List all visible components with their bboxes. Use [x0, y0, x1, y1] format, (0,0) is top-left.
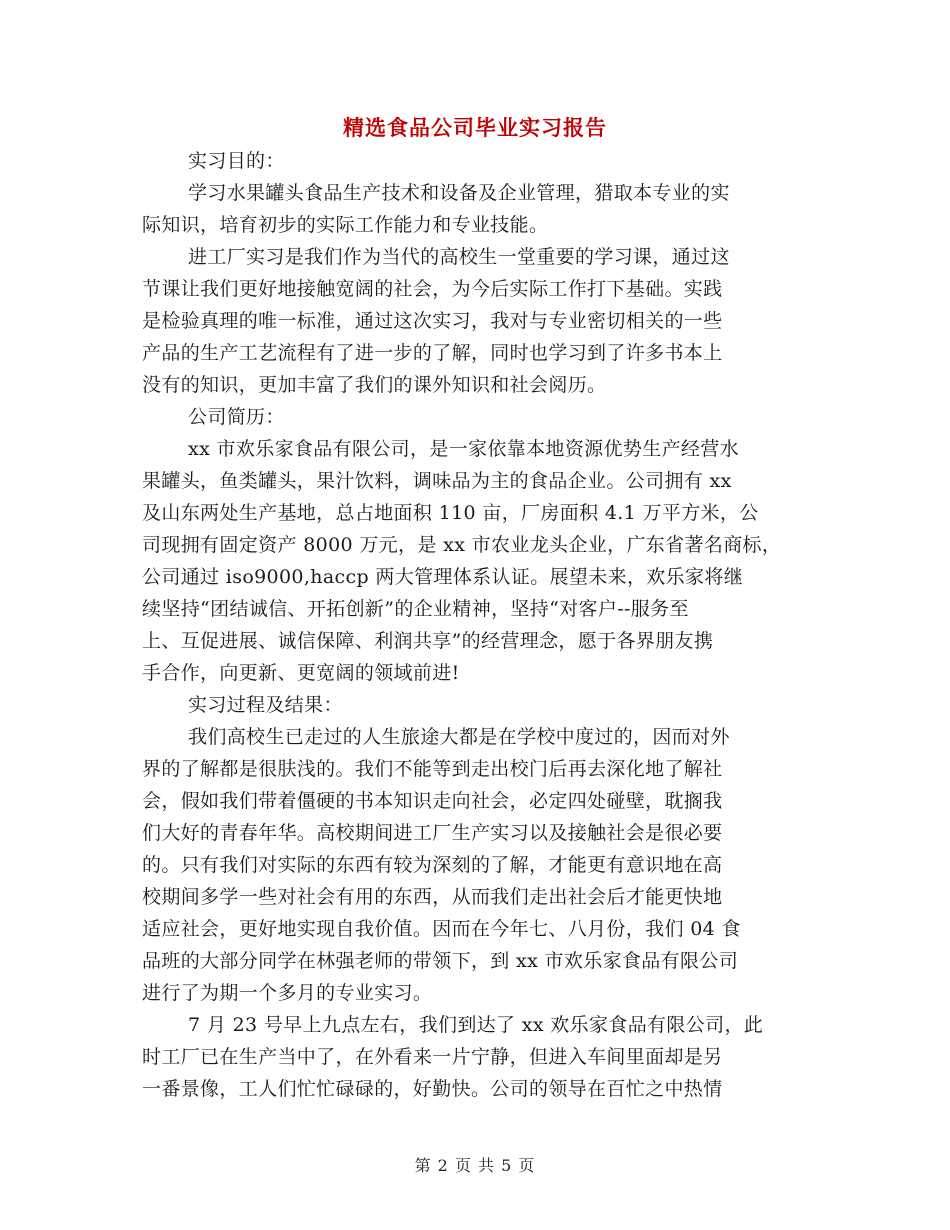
- text-line: 会，假如我们带着僵硬的书本知识走向社会，必定四处碰壁，耽搁我: [142, 790, 723, 812]
- text-line: 是检验真理的唯一标准，通过这次实习，我对与专业密切相关的一些: [142, 310, 723, 332]
- text-line: 品班的大部分同学在林强老师的带领下，到 xx 市欢乐家食品有限公司: [142, 950, 739, 972]
- text-line: 一番景像，工人们忙忙碌碌的，好勤快。公司的领导在百忙之中热情: [142, 1078, 723, 1100]
- text-line: 校期间多学一些对社会有用的东西，从而我们走出社会后才能更快地: [142, 886, 723, 908]
- text-line: 续坚持“团结诚信、开拓创新”的企业精神，坚持“对客户--服务至: [142, 598, 689, 620]
- text-line: 及山东两处生产基地，总占地面积 110 亩，厂房面积 4.1 万平方米，公: [142, 502, 759, 524]
- text-line: 际知识，培育初步的实际工作能力和专业技能。: [142, 214, 549, 236]
- page-footer: 第 2 页 共 5 页: [414, 1156, 536, 1175]
- document-title: 精选食品公司毕业实习报告: [343, 115, 607, 140]
- text-line: 没有的知识，更加丰富了我们的课外知识和社会阅历。: [142, 374, 607, 396]
- text-line: 们大好的青春年华。高校期间进工厂生产实习以及接触社会是很必要: [142, 822, 723, 844]
- text-line: 的。只有我们对实际的东西有较为深刻的了解，才能更有意识地在高: [142, 854, 723, 876]
- text-line: 界的了解都是很肤浅的。我们不能等到走出校门后再去深化地了解社: [142, 758, 723, 780]
- text-line: xx 市欢乐家食品有限公司，是一家依靠本地资源优势生产经营水: [188, 438, 739, 460]
- text-line: 实习过程及结果：: [188, 694, 343, 716]
- text-line: 时工厂已在生产当中了，在外看来一片宁静，但进入车间里面却是另: [142, 1046, 723, 1068]
- text-line: 手合作，向更新、更宽阔的领域前进!: [142, 662, 460, 684]
- text-line: 我们高校生已走过的人生旅途大都是在学校中度过的，因而对外: [188, 726, 730, 748]
- text-line: 产品的生产工艺流程有了进一步的了解，同时也学习到了许多书本上: [142, 342, 723, 364]
- text-line: 果罐头，鱼类罐头，果汁饮料，调味品为主的食品企业。公司拥有 xx: [142, 470, 732, 492]
- text-line: 适应社会，更好地实现自我价值。因而在今年七、八月份，我们 04 食: [142, 918, 741, 940]
- text-line: 进工厂实习是我们作为当代的高校生一堂重要的学习课，通过这: [188, 246, 730, 268]
- text-line: 司现拥有固定资产 8000 万元，是 xx 市农业龙头企业，广东省著名商标，: [142, 534, 782, 556]
- text-line: 节课让我们更好地接触宽阔的社会，为今后实际工作打下基础。实践: [142, 278, 723, 300]
- text-line: 7 月 23 号早上九点左右，我们到达了 xx 欢乐家食品有限公司，此: [188, 1014, 764, 1036]
- text-line: 公司简历：: [188, 406, 285, 428]
- text-line: 上、互促进展、诚信保障、利润共享”的经营理念，愿于各界朋友携: [142, 630, 714, 652]
- text-line: 公司通过 iso9000,haccp 两大管理体系认证。展望未来，欢乐家将继: [142, 566, 744, 588]
- text-line: 进行了为期一个多月的专业实习。: [142, 982, 433, 1004]
- document-body: [142, 145, 807, 1105]
- text-line: 实习目的：: [188, 150, 285, 172]
- text-line: 学习水果罐头食品生产技术和设备及企业管理，猎取本专业的实: [188, 182, 730, 204]
